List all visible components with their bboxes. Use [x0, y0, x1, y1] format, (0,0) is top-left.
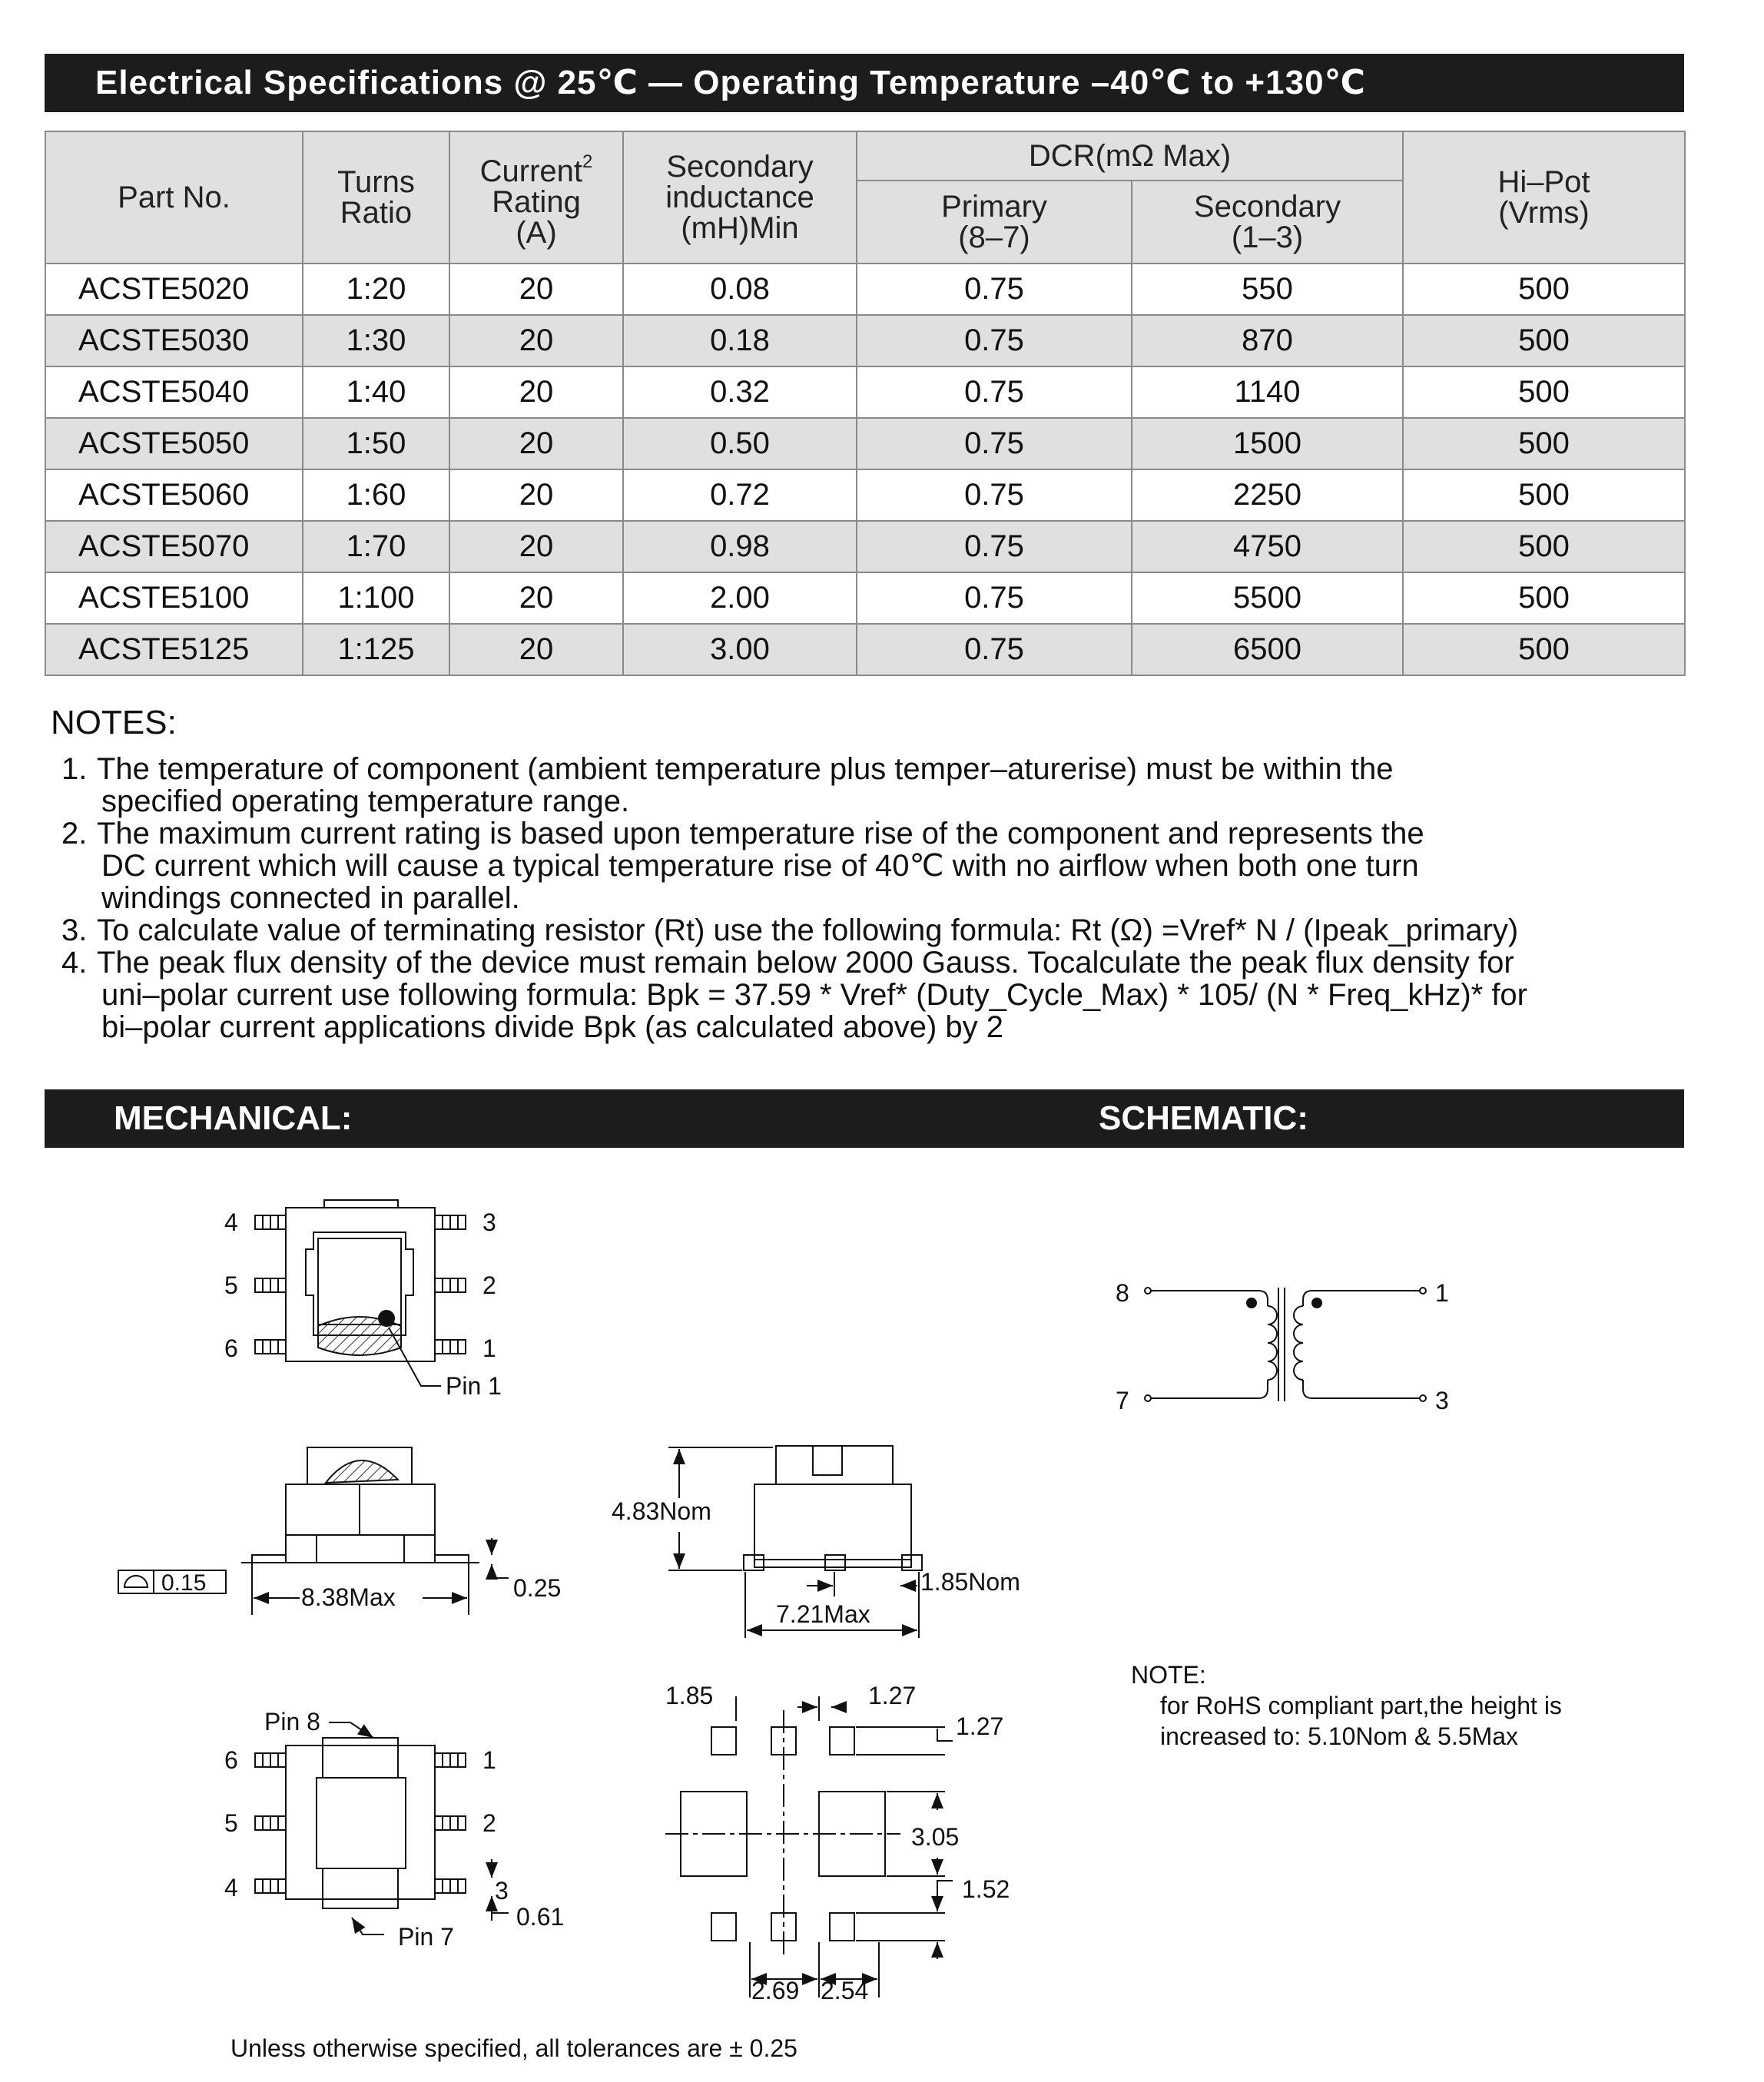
- table-row: ACSTE5030 1:30 20 0.18 0.75 870 500: [45, 315, 1685, 366]
- table-row: ACSTE5020 1:20 20 0.08 0.75 550 500: [45, 264, 1685, 315]
- rohs-note-title: NOTE:: [1131, 1661, 1206, 1689]
- mechanical-title: MECHANICAL:: [114, 1099, 353, 1137]
- note-item-4: 4. The peak flux density of the device must remain below 2000 Gauss. Tocalculate the peak flux density for uni–polar current use following formula: Bpk = 37.59 * Vref* (Duty_Cycle_Max) * 105/ (N * Freq_kHz)* for bi–polar current applications divide Bpk (as calculated above) by 2: [61, 946, 1527, 1044]
- bottom-pin-3: 3: [495, 1877, 509, 1905]
- dim-7.21: 7.21Max: [776, 1600, 870, 1628]
- table-row: ACSTE5125 1:125 20 3.00 0.75 6500 500: [45, 624, 1685, 675]
- note-item-3: 3. To calculate value of terminating resistor (Rt) use the following formula: Rt (Ω) =Vref* N / (Ipeak_primary): [61, 913, 1519, 947]
- schematic-title: SCHEMATIC:: [1099, 1099, 1308, 1137]
- pad-layout-drawing: [665, 1696, 953, 1997]
- bottom-pin-2: 2: [482, 1809, 496, 1837]
- transformer-schematic: [1145, 1288, 1426, 1401]
- dim-0.15: 0.15: [161, 1570, 207, 1596]
- tolerance-footnote: Unless otherwise specified, all tolerances are ± 0.25: [230, 2034, 797, 2062]
- header-dcr: DCR(mΩ Max): [857, 131, 1403, 181]
- dim-8.38: 8.38Max: [301, 1583, 396, 1611]
- header-hipot: Hi–Pot (Vrms): [1403, 131, 1685, 264]
- table-row: ACSTE5100 1:100 20 2.00 0.75 5500 500: [45, 572, 1685, 624]
- rohs-note-line2: increased to: 5.10Nom & 5.5Max: [1160, 1722, 1519, 1750]
- table-row: ACSTE5070 1:70 20 0.98 0.75 4750 500: [45, 521, 1685, 572]
- dim-4.83: 4.83Nom: [612, 1497, 711, 1525]
- top-pin-3: 3: [482, 1208, 496, 1236]
- rohs-note-line1: for RoHS compliant part,the height is: [1160, 1692, 1562, 1719]
- table-row: ACSTE5040 1:40 20 0.32 0.75 1140 500: [45, 366, 1685, 418]
- pad-dim-1.27b: 1.27: [956, 1712, 1004, 1740]
- schematic-pin-3: 3: [1435, 1387, 1449, 1414]
- top-view-drawing: [255, 1200, 466, 1386]
- header-part-no: Part No.: [45, 131, 303, 264]
- header-primary: Primary (8–7): [857, 181, 1132, 264]
- top-pin-4: 4: [224, 1208, 238, 1236]
- bottom-pin-1: 1: [482, 1746, 496, 1774]
- header-current-rating: Current$^2$ Rating (A): [449, 131, 623, 264]
- top-pin-2: 2: [482, 1271, 496, 1299]
- spec-title: Electrical Specifications @ 25℃ — Operating Temperature –40℃ to +130℃: [95, 64, 1366, 101]
- table-row: ACSTE5050 1:50 20 0.50 0.75 1500 500: [45, 418, 1685, 469]
- bottom-pin-5: 5: [224, 1809, 238, 1837]
- table-row: ACSTE5060 1:60 20 0.72 0.75 2250 500: [45, 469, 1685, 521]
- top-pin-6: 6: [224, 1334, 238, 1362]
- dim-0.61: 0.61: [516, 1903, 565, 1931]
- notes-title: NOTES:: [51, 704, 177, 741]
- header-secondary-inductance: Secondary inductance (mH)Min: [623, 131, 857, 264]
- top-pin-1: 1: [482, 1334, 496, 1362]
- pin8-label: Pin 8: [264, 1708, 320, 1736]
- bottom-view-drawing: [255, 1722, 509, 1934]
- pin7-label: Pin 7: [398, 1923, 454, 1951]
- header-turns-ratio: Turns Ratio: [303, 131, 449, 264]
- pad-dim-1.27a: 1.27: [868, 1682, 917, 1709]
- header-dcr-secondary: Secondary (1–3): [1132, 181, 1403, 264]
- dim-1.85nom: 1.85Nom: [920, 1568, 1020, 1596]
- pad-dim-1.85: 1.85: [665, 1682, 714, 1709]
- top-pin-5: 5: [224, 1271, 238, 1299]
- bottom-pin-4: 4: [224, 1874, 238, 1901]
- bottom-pin-6: 6: [224, 1746, 238, 1774]
- note-item-2: 2. The maximum current rating is based upon temperature rise of the component and represents the DC current which will cause a typical temperature rise of 40℃ with no airflow when both one turn windings connected in parallel.: [61, 817, 1424, 915]
- rohs-note: [1131, 1659, 1562, 1752]
- schematic-pin-7: 7: [1116, 1387, 1129, 1414]
- note-item-1: 1. The temperature of component (ambient temperature plus temper–aturerise) must be within the specified operating temperature range.: [61, 752, 1394, 818]
- dim-0.25: 0.25: [513, 1574, 562, 1602]
- pin1-label: Pin 1: [446, 1372, 502, 1400]
- schematic-pin-8: 8: [1116, 1279, 1129, 1307]
- pad-dim-1.52: 1.52: [962, 1875, 1010, 1903]
- pad-dim-2.54: 2.54: [821, 1977, 869, 2004]
- pad-dim-2.69: 2.69: [751, 1977, 800, 2004]
- pad-dim-3.05: 3.05: [911, 1823, 960, 1851]
- schematic-pin-1: 1: [1435, 1279, 1449, 1307]
